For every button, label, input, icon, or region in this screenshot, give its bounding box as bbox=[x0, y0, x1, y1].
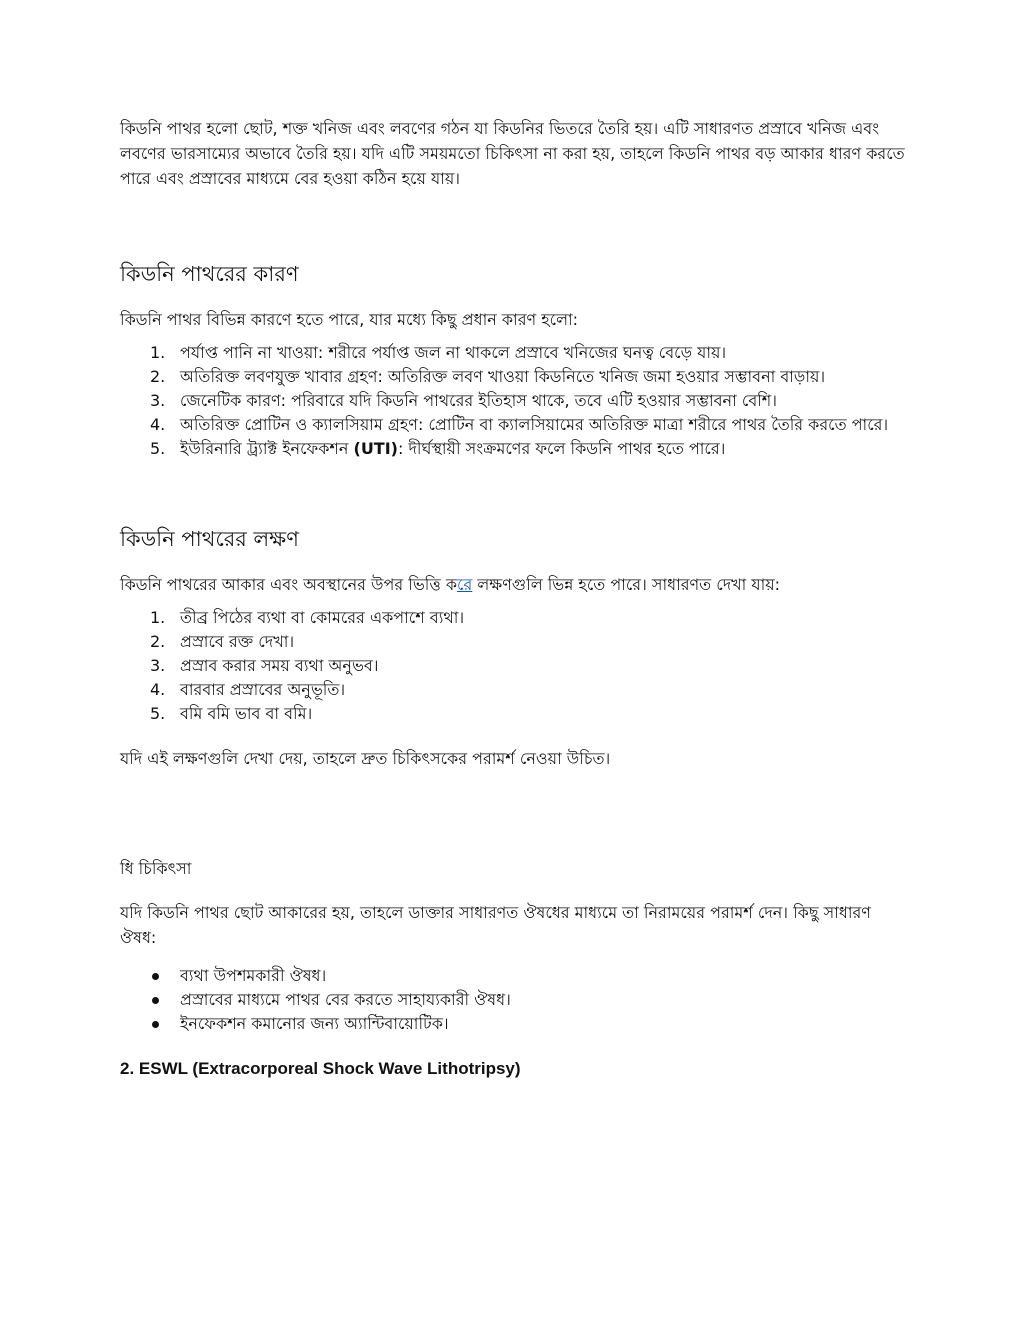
list-item bbox=[120, 341, 910, 365]
bullet-icon bbox=[152, 973, 159, 980]
treatment-heading: ধি চিকিৎসা bbox=[120, 859, 192, 878]
list-item-text: তীব্র পিঠের ব্যথা বা কোমরের একপাশে ব্যথা। bbox=[180, 608, 465, 627]
list-item-text-prefix: ইউরিনারি ট্র্যাক্ট ইনফেকশন bbox=[180, 439, 354, 458]
symptoms-heading: কিডনি পাথরের লক্ষণ bbox=[120, 527, 299, 551]
list-number: 1. bbox=[150, 608, 166, 627]
list-item-text: অতিরিক্ত প্রোটিন ও ক্যালসিয়াম গ্রহণ: প্রোটিন বা ক্যালসিয়ামের অতিরিক্ত মাত্রা শরীরে পাথর তৈরি করতে পারে। bbox=[180, 415, 889, 434]
list-item bbox=[120, 365, 910, 389]
list-number: 3. bbox=[150, 391, 166, 410]
list-item bbox=[120, 389, 910, 413]
list-item bbox=[120, 1012, 910, 1036]
medication-list bbox=[120, 964, 910, 1036]
symptoms-lead bbox=[120, 572, 910, 597]
list-number: 1. bbox=[150, 343, 166, 362]
list-item bbox=[120, 678, 910, 702]
eswl-heading: 2. ESWL (Extracorporeal Shock Wave Lithotripsy) bbox=[120, 1059, 521, 1078]
list-item bbox=[120, 413, 910, 437]
list-item bbox=[120, 606, 910, 630]
list-number: 4. bbox=[150, 415, 166, 434]
list-item-text: বারবার প্রস্রাবের অনুভূতি। bbox=[180, 680, 346, 699]
symptoms-lead-after: লক্ষণগুলি ভিন্ন হতে পারে। সাধারণত দেখা যায়: bbox=[472, 575, 781, 594]
treatment-lead: যদি কিডনি পাথর ছোট আকারের হয়, তাহলে ডাক্তার সাধারণত ঔষধের মাধ্যমে তা নিরাময়ের পরামর্শ দেন। কিছু সাধারণ ঔষধ: bbox=[120, 903, 871, 947]
list-item-text-suffix: : দীর্ঘস্থায়ী সংক্রমণের ফলে কিডনি পাথর হতে পারে। bbox=[397, 439, 726, 458]
list-number: 2. bbox=[150, 632, 166, 651]
uti-abbreviation: (UTI) bbox=[353, 439, 398, 458]
list-item-text: ব্যথা উপশমকারী ঔষধ। bbox=[180, 966, 327, 985]
list-number: 4. bbox=[150, 680, 166, 699]
bullet-icon bbox=[152, 997, 159, 1004]
list-item-text: প্রস্রাবের মাধ্যমে পাথর বের করতে সাহায্যকারী ঔষধ। bbox=[180, 990, 511, 1009]
list-number: 5. bbox=[150, 704, 166, 723]
list-item-text: পর্যাপ্ত পানি না খাওয়া: শরীরে পর্যাপ্ত জল না থাকলে প্রস্রাবে খনিজের ঘনত্ব বেড়ে যায়। bbox=[180, 343, 727, 362]
document-content bbox=[120, 116, 910, 1081]
list-item-text: প্রস্রাবে রক্ত দেখা। bbox=[180, 632, 295, 651]
intro-paragraph: কিডনি পাথর হলো ছোট, শক্ত খনিজ এবং লবণের গঠন যা কিডনির ভিতরে তৈরি হয়। এটি সাধারণত প্রস্রাবে খনিজ এবং লবণের ভারসাম্যের অভাবে তৈরি হয়। যদি এটি সময়মতো চিকিৎসা না করা হয়, তাহলে কিডনি পাথর বড় আকার ধারণ করতে পারে এবং প্রস্রাবের মাধ্যমে বের হওয়া কঠিন হয়ে যায়। bbox=[120, 119, 905, 188]
list-item-text: প্রস্রাব করার সময় ব্যথা অনুভব। bbox=[180, 656, 379, 675]
list-number: 3. bbox=[150, 656, 166, 675]
causes-list bbox=[120, 341, 910, 461]
list-item-text: বমি বমি ভাব বা বমি। bbox=[180, 704, 313, 723]
list-number: 5. bbox=[150, 439, 166, 458]
causes-heading: কিডনি পাথরের কারণ bbox=[120, 262, 299, 286]
list-item-text: জেনেটিক কারণ: পরিবারে যদি কিডনি পাথরের ইতিহাস থাকে, তবে এটি হওয়ার সম্ভাবনা বেশি। bbox=[180, 391, 777, 410]
symptoms-inline-link[interactable]: রে bbox=[457, 575, 473, 594]
list-item bbox=[120, 630, 910, 654]
list-item bbox=[120, 654, 910, 678]
causes-lead: কিডনি পাথর বিভিন্ন কারণে হতে পারে, যার মধ্যে কিছু প্রধান কারণ হলো: bbox=[120, 310, 579, 329]
list-item bbox=[120, 988, 910, 1012]
symptoms-closing: যদি এই লক্ষণগুলি দেখা দেয়, তাহলে দ্রুত চিকিৎসকের পরামর্শ নেওয়া উচিত। bbox=[120, 749, 611, 768]
list-item bbox=[120, 964, 910, 988]
bullet-icon bbox=[152, 1021, 159, 1028]
list-item-text: ইনফেকশন কমানোর জন্য অ্যান্টিবায়োটিক। bbox=[180, 1014, 449, 1033]
list-item bbox=[120, 702, 910, 726]
symptoms-list bbox=[120, 606, 910, 726]
list-item bbox=[120, 437, 910, 461]
symptoms-lead-before: কিডনি পাথরের আকার এবং অবস্থানের উপর ভিত্তি ক bbox=[120, 575, 458, 594]
list-number: 2. bbox=[150, 367, 166, 386]
list-item-text: অতিরিক্ত লবণযুক্ত খাবার গ্রহণ: অতিরিক্ত লবণ খাওয়া কিডনিতে খনিজ জমা হওয়ার সম্ভাবনা বাড়ায়। bbox=[180, 367, 826, 386]
